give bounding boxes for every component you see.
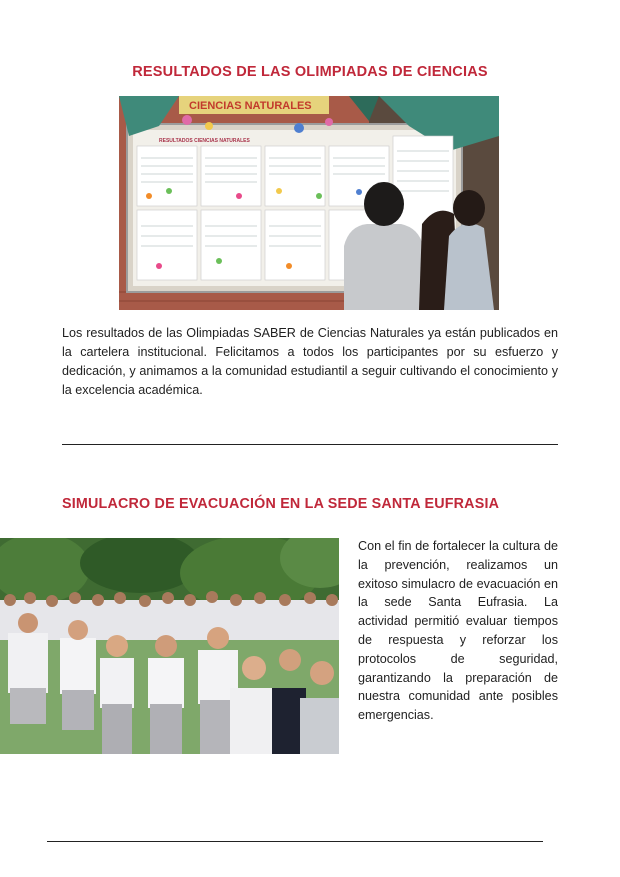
bulletin-board-photo <box>119 96 499 310</box>
section-title-simulacro: SIMULACRO DE EVACUACIÓN EN LA SEDE SANTA EUFRASIA <box>62 496 500 512</box>
poster-heading-text: RESULTADOS CIENCIAS NATURALES <box>159 138 250 144</box>
olimpiadas-paragraph: Los resultados de las Olimpiadas SABER de Ciencias Naturales ya están publicados en la cartelera institucional. Felicitamos a todos los participantes por su esfuerzo y dedicación, y animamos a la comunidad estudiantil a seguir cultivando el conocimiento y la excelencia académica. <box>62 326 558 397</box>
footer-divider <box>47 841 543 842</box>
simulacro-paragraph: Con el fin de fortalecer la cultura de la prevención, realizamos un exitoso simulacro de evacuación en la sede Santa Eufrasia. La actividad permitió evaluar tiempos de respuesta y reforzar los protocolos de seguridad, garantizando la preparación de nuestra comunidad ante posibles emergencias. <box>358 539 558 723</box>
bulletin-board-illustration <box>119 96 499 310</box>
evacuation-drill-illustration <box>0 538 339 754</box>
section-title-olimpiadas: RESULTADOS DE LAS OLIMPIADAS DE CIENCIAS <box>132 64 488 80</box>
evacuation-drill-photo <box>0 538 339 754</box>
section-divider <box>62 444 558 445</box>
board-sign-text: CIENCIAS NATURALES <box>189 100 312 112</box>
